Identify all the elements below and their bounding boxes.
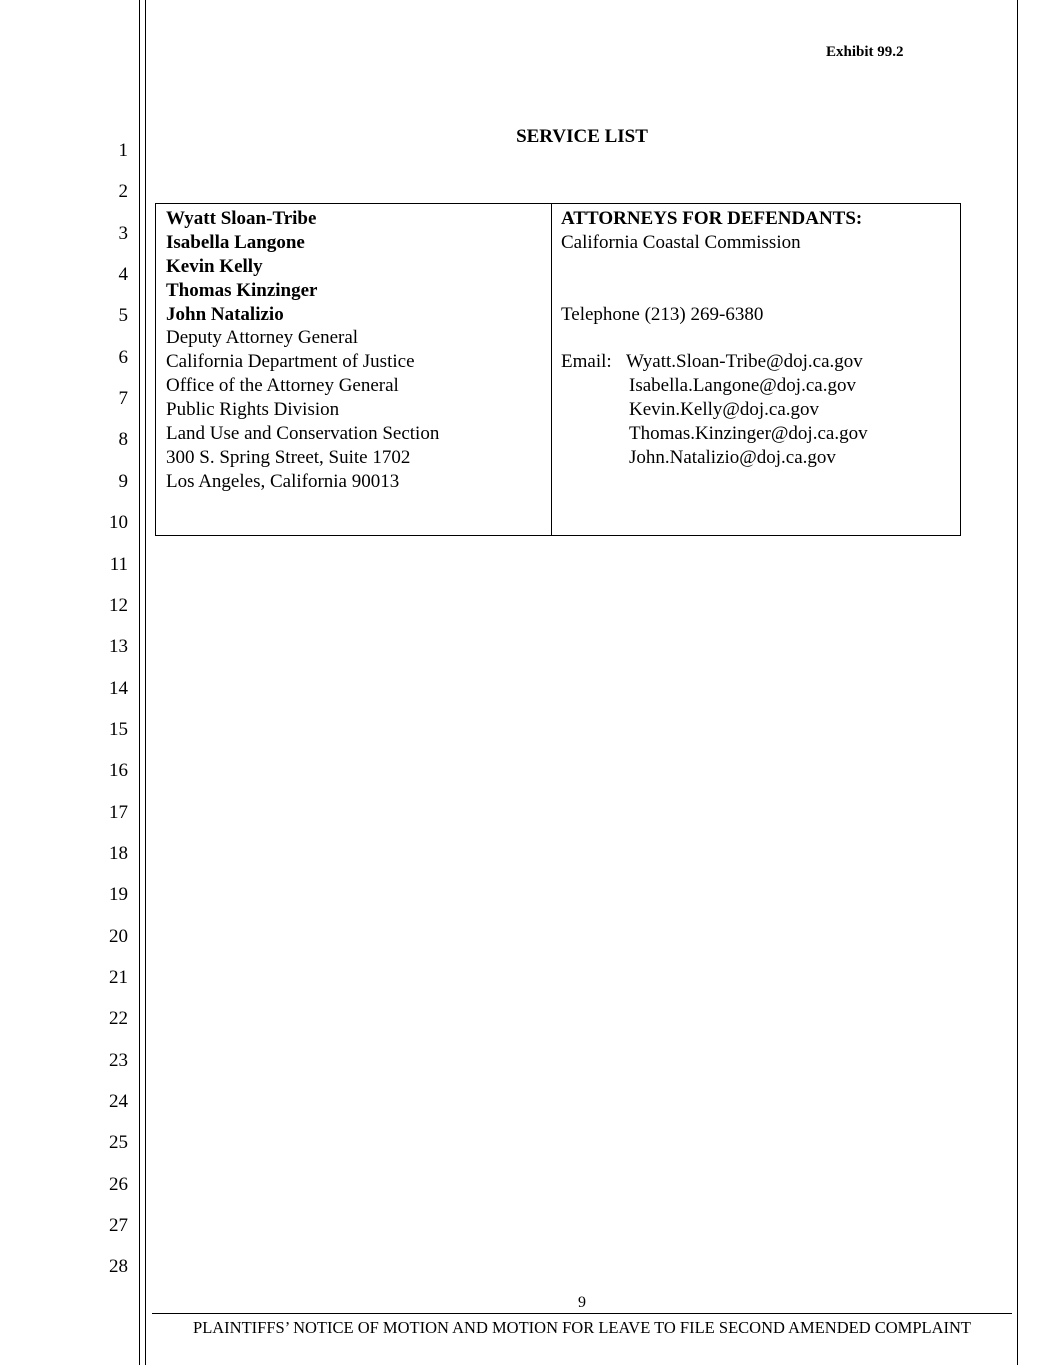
address-line: Los Angeles, California 90013 <box>166 470 400 492</box>
line-number: 21 <box>109 967 128 988</box>
exhibit-label: Exhibit 99.2 <box>826 44 904 60</box>
margin-rule-right <box>1017 0 1018 1365</box>
line-number: 5 <box>118 305 128 327</box>
attorney-name: Thomas Kinzinger <box>166 279 318 301</box>
line-number: 18 <box>109 842 128 864</box>
line-number: 13 <box>109 636 128 658</box>
attorney-name: John Natalizio <box>166 303 284 325</box>
email-address[interactable]: Isabella.Langone@doj.ca.gov <box>629 375 856 397</box>
line-number: 25 <box>109 1132 128 1154</box>
line-number: 24 <box>109 1091 128 1113</box>
footer-caption: PLAINTIFFS’ NOTICE OF MOTION AND MOTION FOR LEAVE TO FILE SECOND AMENDED COMPLAINT <box>193 1318 971 1337</box>
email-row <box>561 350 956 374</box>
address-line: Land Use and Conservation Section <box>166 423 440 445</box>
attorney-name: Isabella Langone <box>166 231 305 253</box>
line-number: 8 <box>118 429 128 451</box>
line-number: 9 <box>118 470 128 492</box>
counsel-column <box>166 207 546 494</box>
email-address[interactable]: Thomas.Kinzinger@doj.ca.gov <box>629 423 868 445</box>
attorney-name: Kevin Kelly <box>166 255 263 277</box>
line-number: 12 <box>109 594 128 616</box>
representation-column <box>561 207 956 470</box>
address-line: California Department of Justice <box>166 351 415 373</box>
margin-rule-left-inner <box>145 0 146 1365</box>
line-number: 23 <box>109 1049 128 1071</box>
attorney-name: Wyatt Sloan-Tribe <box>166 208 317 229</box>
address-line: Office of the Attorney General <box>166 375 399 397</box>
email-address[interactable]: John.Natalizio@doj.ca.gov <box>629 446 836 468</box>
party-name: California Coastal Commission <box>561 231 801 253</box>
line-number: 19 <box>109 884 128 906</box>
line-number: 6 <box>118 346 128 368</box>
line-number: 4 <box>118 264 128 286</box>
representation-heading: ATTORNEYS FOR DEFENDANTS: <box>561 208 863 229</box>
blank-line <box>561 326 956 350</box>
attorney-title: Deputy Attorney General <box>166 327 359 349</box>
line-number: 10 <box>109 512 128 534</box>
line-number: 7 <box>118 388 128 410</box>
email-address[interactable]: Wyatt.Sloan-Tribe@doj.ca.gov <box>626 351 863 373</box>
page-title: SERVICE LIST <box>516 126 648 147</box>
line-number: 26 <box>109 1173 128 1195</box>
line-number: 17 <box>109 801 128 823</box>
footer-divider <box>152 1313 1012 1314</box>
email-label: Email: <box>561 351 612 373</box>
line-number: 2 <box>118 181 128 203</box>
line-number: 11 <box>109 553 128 575</box>
service-list-table <box>155 203 961 536</box>
line-number: 14 <box>109 677 128 699</box>
telephone: Telephone (213) 269-6380 <box>561 303 764 325</box>
address-line: Public Rights Division <box>166 399 340 421</box>
line-number: 15 <box>109 718 128 740</box>
line-number: 22 <box>109 1008 128 1030</box>
line-number: 28 <box>109 1256 128 1278</box>
line-number: 27 <box>109 1215 128 1237</box>
page-number: 9 <box>578 1294 586 1311</box>
address-line: 300 S. Spring Street, Suite 1702 <box>166 446 411 468</box>
blank-line <box>561 255 956 279</box>
blank-line <box>561 279 956 303</box>
table-column-divider <box>551 204 552 535</box>
email-address[interactable]: Kevin.Kelly@doj.ca.gov <box>629 399 820 421</box>
line-number: 16 <box>109 760 128 782</box>
margin-rule-left-outer <box>139 0 140 1365</box>
line-number: 3 <box>118 222 128 244</box>
line-number: 1 <box>118 140 128 161</box>
line-number: 20 <box>109 925 128 947</box>
